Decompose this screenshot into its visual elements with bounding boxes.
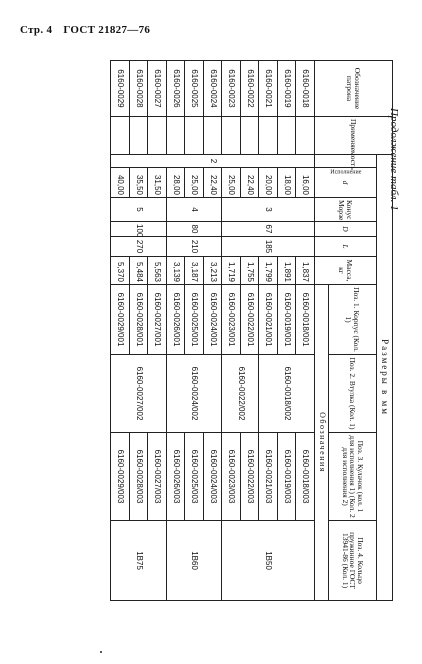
- page-dot: [100, 651, 102, 653]
- row-name: 6160-0026: [166, 61, 185, 117]
- row-pos2: 6160-0024/002: [166, 355, 222, 433]
- row-pos3: 6160-0029/003: [111, 433, 130, 521]
- row-mass: 1,891: [277, 257, 296, 285]
- row-d: 28,00: [166, 168, 185, 198]
- row-applicability: [222, 117, 241, 155]
- row-pos4: 1B50: [222, 521, 315, 601]
- table-row: [111, 61, 130, 601]
- row-pos3: 6160-0026/003: [166, 433, 185, 521]
- row-name: 6160-0027: [148, 61, 167, 117]
- row-pos3: 6160-0023/003: [222, 433, 241, 521]
- table-row: [148, 61, 167, 601]
- row-pos2: 6160-0018/002: [259, 355, 315, 433]
- row-applicability: [185, 117, 204, 155]
- row-pos3: 6160-0024/003: [203, 433, 222, 521]
- row-pos3: 6160-0019/003: [277, 433, 296, 521]
- row-name: 6160-0022: [240, 61, 259, 117]
- row-applicability: [148, 117, 167, 155]
- row-pos2: 6160-0027/002: [111, 355, 167, 433]
- row-L: 270: [111, 237, 167, 257]
- row-applicability: [166, 117, 185, 155]
- units-title: Размеры в мм: [377, 155, 393, 601]
- row-mass: 5,563: [148, 257, 167, 285]
- row-name: 6160-0028: [129, 61, 148, 117]
- designation-title: Обозначения: [315, 285, 329, 601]
- row-mass: 3,139: [166, 257, 185, 285]
- row-mass: 3,187: [185, 257, 204, 285]
- row-applicability: [296, 117, 315, 155]
- header-cone: Конус Морзе: [315, 198, 377, 222]
- row-name: 6160-0021: [259, 61, 278, 117]
- row-D: 80: [166, 222, 222, 237]
- header-pos1: Поз. 1. Корпус (Кол. 1): [329, 285, 377, 355]
- row-d: 25,00: [222, 168, 241, 198]
- row-d: 35,50: [129, 168, 148, 198]
- table-row: [259, 61, 278, 601]
- row-pos4: 1B75: [111, 521, 167, 601]
- header-pos2: Поз. 2. Втулка (Кол. 1): [329, 355, 377, 433]
- row-pos1: 6160-0025/001: [185, 285, 204, 355]
- row-d: 16,00: [296, 168, 315, 198]
- row-pos1: 6160-0021/001: [259, 285, 278, 355]
- header-mass: Масса, кг: [315, 257, 377, 285]
- execution-cell: 2: [111, 155, 315, 168]
- row-name: 6160-0024: [203, 61, 222, 117]
- header-d: d: [315, 168, 377, 198]
- header-execution: Исполнение: [315, 155, 377, 168]
- table-row: [166, 61, 185, 601]
- row-d: 25,00: [185, 168, 204, 198]
- row-applicability: [277, 117, 296, 155]
- row-pos1: 6160-0022/001: [240, 285, 259, 355]
- continuation-label: Продолжение табл. 1: [388, 108, 400, 211]
- row-name: 6160-0018: [296, 61, 315, 117]
- row-mass: 1,837: [296, 257, 315, 285]
- row-pos3: 6160-0021/003: [259, 433, 278, 521]
- row-applicability: [111, 117, 130, 155]
- row-d: 20,00: [259, 168, 278, 198]
- row-d: 18,00: [277, 168, 296, 198]
- row-cone: 5: [111, 198, 167, 222]
- row-pos1: 6160-0019/001: [277, 285, 296, 355]
- row-pos1: 6160-0028/001: [129, 285, 148, 355]
- row-pos4: 1B60: [166, 521, 222, 601]
- row-D: 100: [111, 222, 167, 237]
- header-pos3: Поз. 3. Кулачок (кол. 1 для исполнения 1) (Кол. 2 для исполнения 2): [329, 433, 377, 521]
- header-L: L: [315, 237, 377, 257]
- row-d: 22,40: [240, 168, 259, 198]
- standard-code: ГОСТ 21827—76: [63, 24, 151, 36]
- table-row: [296, 61, 315, 601]
- row-L: 210: [166, 237, 222, 257]
- page-number: Стр. 4: [20, 24, 53, 36]
- row-name: 6160-0025: [185, 61, 204, 117]
- table-row: [203, 61, 222, 601]
- row-d: 31,50: [148, 168, 167, 198]
- row-pos1: 6160-0023/001: [222, 285, 241, 355]
- row-d: 22,40: [203, 168, 222, 198]
- header-D: D: [315, 222, 377, 237]
- row-pos3: 6160-0028/003: [129, 433, 148, 521]
- row-pos1: 6160-0029/001: [111, 285, 130, 355]
- header-applicability: Применяемость: [315, 117, 393, 155]
- row-mass: 3,213: [203, 257, 222, 285]
- row-D: 67: [222, 222, 315, 237]
- row-cone: 3: [222, 198, 315, 222]
- row-cone: 4: [166, 198, 222, 222]
- row-L: 185: [222, 237, 315, 257]
- row-name: 6160-0029: [111, 61, 130, 117]
- row-mass: 1,719: [222, 257, 241, 285]
- row-name: 6160-0019: [277, 61, 296, 117]
- row-mass: 5,484: [129, 257, 148, 285]
- table-row: [129, 61, 148, 601]
- row-mass: 5,370: [111, 257, 130, 285]
- row-pos1: 6160-0024/001: [203, 285, 222, 355]
- row-pos3: 6160-0025/003: [185, 433, 204, 521]
- row-pos3: 6160-0018/003: [296, 433, 315, 521]
- row-pos1: 6160-0018/001: [296, 285, 315, 355]
- row-name: 6160-0023: [222, 61, 241, 117]
- header-pos4: Поз. 4. Кольцо пружинное ГОСТ 13941-86 (Кол. 1): [329, 521, 377, 601]
- row-mass: 1,755: [240, 257, 259, 285]
- row-mass: 1,799: [259, 257, 278, 285]
- table-row: [277, 61, 296, 601]
- row-pos3: 6160-0027/003: [148, 433, 167, 521]
- row-applicability: [203, 117, 222, 155]
- table-row: [185, 61, 204, 601]
- row-pos2: 6160-0022/002: [222, 355, 259, 433]
- rotated-table-wrapper: [110, 60, 393, 600]
- row-applicability: [129, 117, 148, 155]
- row-d: 40,00: [111, 168, 130, 198]
- table-row: [222, 61, 241, 601]
- page-header: [20, 24, 158, 36]
- row-applicability: [259, 117, 278, 155]
- row-applicability: [240, 117, 259, 155]
- header-name: Обозначение патрона: [315, 61, 393, 117]
- row-pos1: 6160-0026/001: [166, 285, 185, 355]
- row-pos3: 6160-0022/003: [240, 433, 259, 521]
- table-row: [240, 61, 259, 601]
- sizes-table: [110, 60, 393, 601]
- row-pos1: 6160-0027/001: [148, 285, 167, 355]
